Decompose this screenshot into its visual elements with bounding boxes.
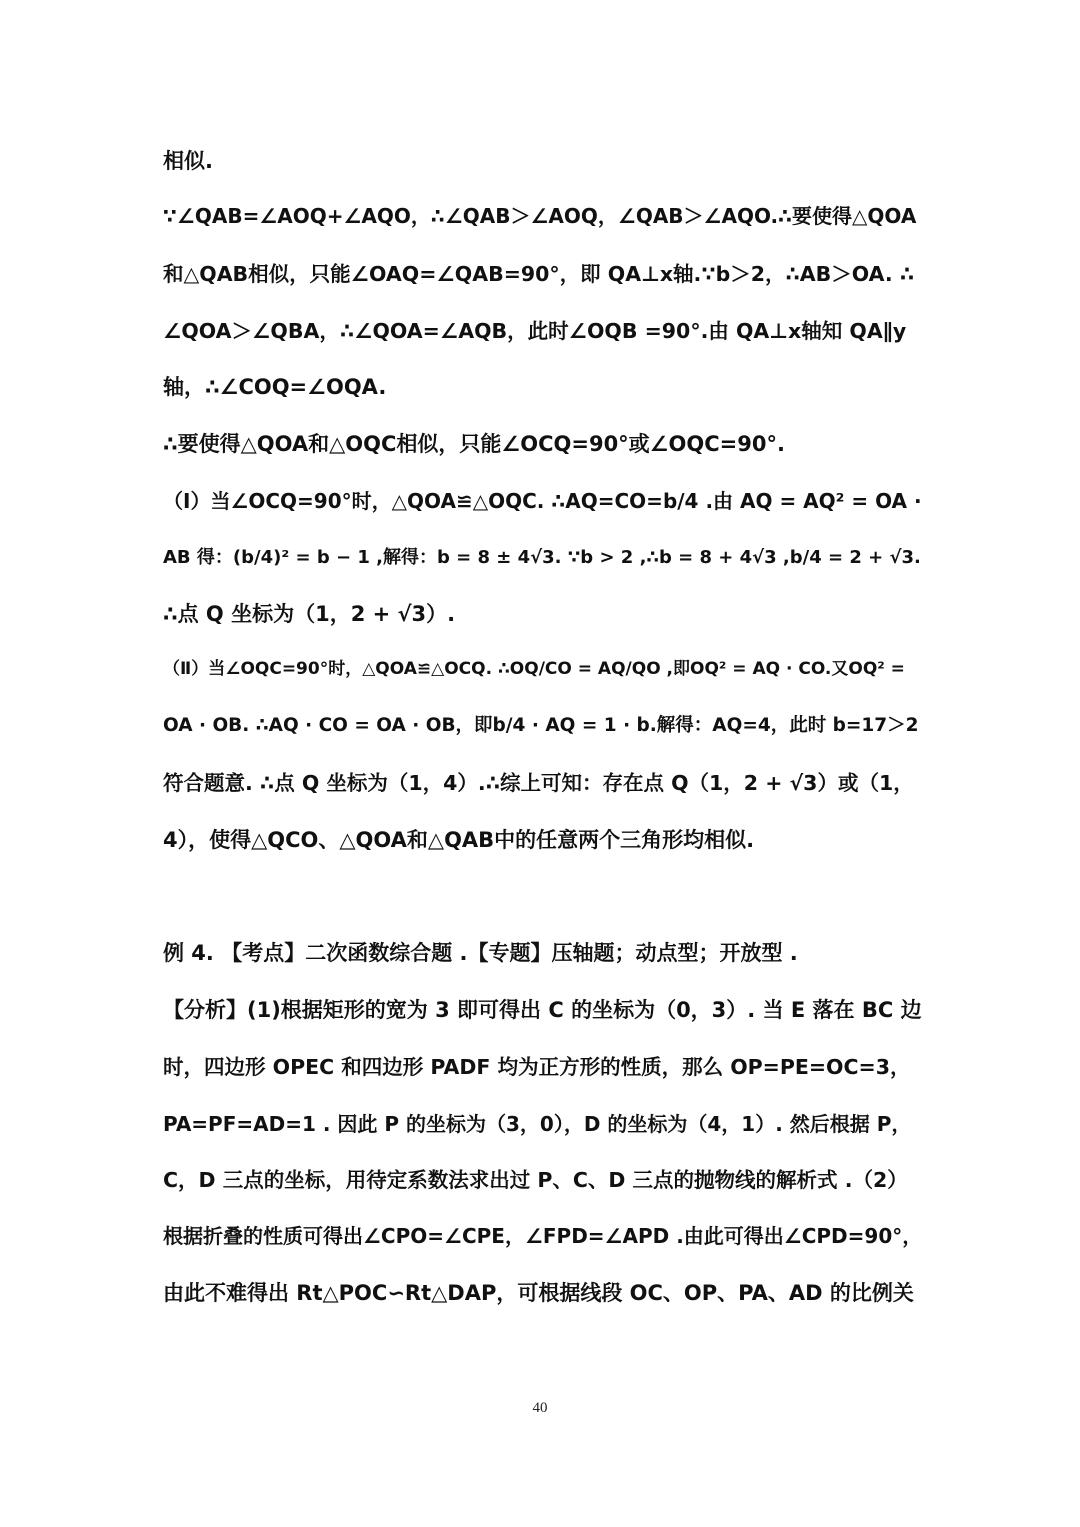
text-line: 轴，∴∠COQ=∠OQA. [163, 375, 387, 399]
text-line: ∠QOA＞∠QBA，∴∠QOA=∠AQB，此时∠OQB =90°.由 QA⊥x轴知 QA∥y [163, 319, 907, 343]
text-line: PA=PF=AD=1 . 因此 P 的坐标为（3，0），D 的坐标为（4，1）. 然后根据 P， [163, 1112, 912, 1136]
text-line: 例 4. 【考点】二次函数综合题 .【专题】压轴题；动点型；开放型 . [163, 941, 798, 965]
text-line: ∴要使得△QOA和△OQC相似，只能∠OCQ=90°或∠OQC=90°. [163, 432, 785, 456]
text-line: 【分析】(1)根据矩形的宽为 3 即可得出 C 的坐标为（0，3）. 当 E 落在 BC 边 [163, 998, 922, 1022]
text-line: （Ⅰ）当∠OCQ=90°时，△QOA≌△OQC. ∴AQ=CO=b/4 .由 AQ = AQ² = OA · [163, 489, 922, 513]
text-line: 4），使得△QCO、△QOA和△QAB中的任意两个三角形均相似. [163, 828, 755, 852]
text-line: AB 得：(b/4)² = b − 1 ,解得：b = 8 ± 4√3. ∵b > 2 ,∴b = 8 + 4√3 ,b/4 = 2 + √3. [163, 547, 921, 568]
text-line: 相似. [163, 149, 213, 173]
text-line: OA · OB. ∴AQ · CO = OA · OB，即b/4 · AQ = 1 · b.解得：AQ=4，此时 b=17＞2 [163, 715, 919, 736]
text-line: 符合题意. ∴点 Q 坐标为（1，4）.∴综上可知：存在点 Q（1，2 + √3）或（1， [163, 771, 914, 795]
text-line: 由此不难得出 Rt△POC∽Rt△DAP，可根据线段 OC、OP、PA、AD 的比例关 [163, 1281, 914, 1305]
text-line: （Ⅱ）当∠OQC=90°时，△QOA≌△OCQ. ∴OQ/CO = AQ/QO ,即OQ² = AQ · CO.又OQ² = [163, 659, 905, 679]
text-line: ∵∠QAB=∠AOQ+∠AQO，∴∠QAB＞∠AOQ，∠QAB＞∠AQO.∴要使得△QOA [163, 204, 917, 228]
text-line: 根据折叠的性质可得出∠CPO=∠CPE，∠FPD=∠APD .由此可得出∠CPD=90°， [163, 1224, 923, 1248]
text-line: ∴点 Q 坐标为（1，2 + √3）. [163, 602, 456, 626]
page-number: 40 [532, 1400, 548, 1416]
text-line: C，D 三点的坐标，用待定系数法求出过 P、C、D 三点的抛物线的解析式 .（2） [163, 1168, 908, 1192]
text-line: 时，四边形 OPEC 和四边形 PADF 均为正方形的性质，那么 OP=PE=OC=3， [163, 1055, 911, 1079]
text-line: 和△QAB相似，只能∠OAQ=∠QAB=90°，即 QA⊥x轴.∵b＞2，∴AB＞OA. ∴ [163, 262, 915, 286]
